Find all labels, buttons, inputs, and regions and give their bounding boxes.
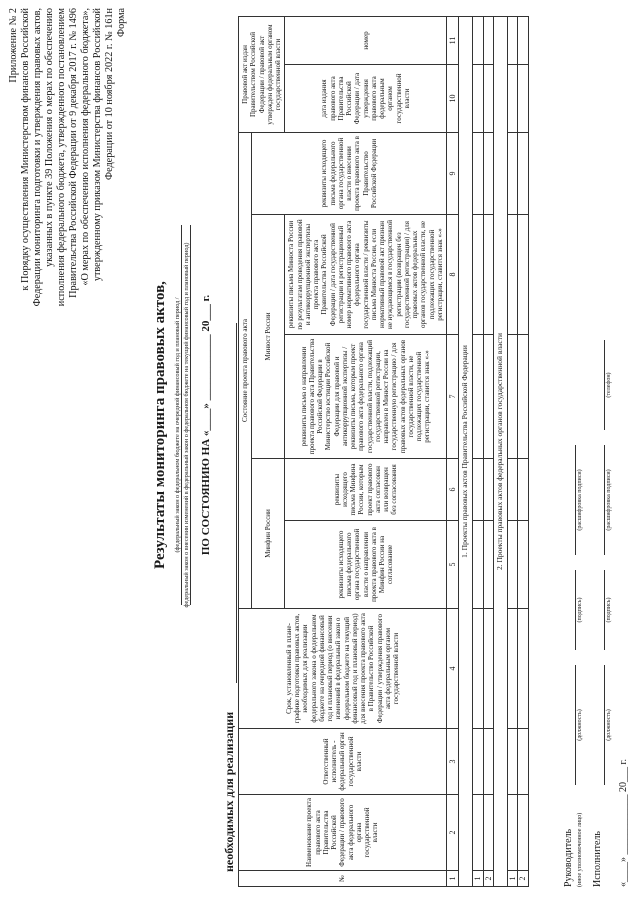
executor-phone-caption: (телефон) <box>606 372 612 398</box>
table-cell[interactable] <box>508 64 518 132</box>
table-cell[interactable] <box>508 521 518 609</box>
header-col-7: реквизиты письма о направлении проекта правового акта Правительства Российской Федерации в Министерство юстиции Российской Федерации для правовой и антикоррупционной экспертизы / реквизиты письма, которым проект правового акта федерального органа государственной власти, подлежащий государственной регистрации, направлен в Минюст России на государственную регистрацию / для правовых актов федеральных органов государственной власти, не подлежащих государственной регистрации, ставится знак «-» <box>285 335 447 459</box>
table-cell[interactable] <box>473 521 483 609</box>
header-col-name: Наименование проекта правового акта Правительства Российской Федерации / правового акта федерального органа государственной власти <box>239 795 447 871</box>
subtitle-caption-1: (федеральный закон о федеральном бюджете на очередной финансовый год и плановый период / <box>174 297 181 553</box>
header-col-11: номер <box>285 16 447 64</box>
table-cell[interactable] <box>508 16 518 64</box>
appendix-line: Федерации мониторинга подготовки и утверждения правовых актов, <box>32 8 44 307</box>
executor-phone-line[interactable] <box>604 340 605 430</box>
table-cell[interactable] <box>473 335 483 459</box>
table-cell[interactable] <box>518 459 528 521</box>
row-number: 1 <box>473 871 483 887</box>
header-group-minjust: Минюст России <box>252 215 285 459</box>
header-col-responsible: Ответственный исполнитель - федеральный орган государственной власти <box>239 729 447 795</box>
executor-position-line[interactable] <box>604 665 605 785</box>
table-cell[interactable] <box>473 459 483 521</box>
table-cell[interactable] <box>518 795 528 871</box>
row-number: 2 <box>518 871 528 887</box>
header-col-no: № <box>239 871 447 887</box>
table-cell[interactable] <box>483 521 493 609</box>
table-cell[interactable] <box>473 64 483 132</box>
col-number: 9 <box>447 132 459 214</box>
col-number: 11 <box>447 16 459 64</box>
table-cell[interactable] <box>508 795 518 871</box>
document-title: Результаты мониторинга правовых актов, <box>152 281 168 569</box>
section-2-heading: 2. Проекты правовых актов федеральных органов государственной власти <box>494 16 508 886</box>
col-number: 4 <box>447 609 459 729</box>
table-cell[interactable] <box>518 729 528 795</box>
header-group-minfin: Минфин России <box>252 459 285 609</box>
header-col-6: реквизиты исходящего письма Минфина России, которым проект правового акта согласован или возвращен без согласования <box>285 459 447 521</box>
head-signature-caption: (подпись) <box>577 597 583 623</box>
col-number: 5 <box>447 521 459 609</box>
head-position-caption: (должность) <box>577 709 583 741</box>
table-cell[interactable] <box>518 609 528 729</box>
col-number: 7 <box>447 335 459 459</box>
needed-for-label: необходимых для реализации <box>222 711 236 872</box>
header-group-act: Правовой акт издан Правительством Российской Федерации / правовой акт утвержден федеральным органом государственной власти <box>239 16 285 132</box>
table-row <box>473 16 483 886</box>
table-cell[interactable] <box>473 609 483 729</box>
executor-signature-caption: (подпись) <box>606 597 612 623</box>
table-cell[interactable] <box>483 215 493 335</box>
table-cell[interactable] <box>518 335 528 459</box>
subtitle-caption-2: федеральный закон о внесении изменений в федеральный закон о федеральном бюджете на текущий финансовый год и плановый период) <box>183 242 190 608</box>
table-cell[interactable] <box>473 132 483 214</box>
table-cell[interactable] <box>518 215 528 335</box>
table-cell[interactable] <box>483 459 493 521</box>
appendix-line: к Порядку осуществления Министерством финансов Российской <box>20 8 32 291</box>
appendix-line: утвержденному приказом Министерства финансов Российской <box>92 8 104 282</box>
row-number: 2 <box>483 871 493 887</box>
table-cell[interactable] <box>483 132 493 214</box>
monitoring-table <box>238 16 529 887</box>
needed-underline <box>236 323 237 683</box>
appendix-line: указанных в пункте 39 Положения о мерах по обеспечению <box>44 8 56 267</box>
head-label: Руководитель <box>563 828 574 887</box>
table-cell[interactable] <box>483 64 493 132</box>
executor-signature-line[interactable] <box>604 570 605 650</box>
table-cell[interactable] <box>483 609 493 729</box>
appendix-line: исполнения федерального бюджета, утвержденного постановлением <box>56 8 68 307</box>
appendix-line: Федерации от 10 ноября 2022 г. № 161н <box>104 8 116 180</box>
table-cell[interactable] <box>518 64 528 132</box>
table-cell[interactable] <box>508 459 518 521</box>
head-signature-line[interactable] <box>575 570 576 650</box>
table-row <box>508 16 518 886</box>
head-position-line[interactable] <box>575 665 576 785</box>
col-number: 3 <box>447 729 459 795</box>
col-number: 2 <box>447 795 459 871</box>
section-1-heading: 1. Проекты правовых актов Правительства Российской Федерации <box>459 16 473 886</box>
header-col-deadline: Срок, установленный в плане-графике подготовки правовых актов, необходимых для реализации федерального закона о федеральном бюджете на очередной финансовый год и плановый период (о внесении изменений в федеральный закон о федеральном бюджете на текущий финансовый год и плановый период) для внесения проекта правового акта в Правительство Российской Федерации / утверждения правового акта федеральным органом государственной власти <box>239 609 447 729</box>
table-cell[interactable] <box>473 215 483 335</box>
table-cell[interactable] <box>518 16 528 64</box>
title-underline <box>181 225 182 605</box>
form-label: Форма <box>116 8 128 37</box>
header-group-state: Состояние проекта правового акта <box>239 132 252 608</box>
title-underline-2 <box>190 225 191 605</box>
executor-decoding-caption: (расшифровка подписи) <box>606 469 612 531</box>
row-number: 1 <box>508 871 518 887</box>
col-number: 1 <box>447 871 459 887</box>
head-decoding-line[interactable] <box>575 445 576 555</box>
table-cell[interactable] <box>483 795 493 871</box>
table-cell[interactable] <box>508 215 518 335</box>
table-row <box>518 16 528 886</box>
table-cell[interactable] <box>518 521 528 609</box>
appendix-line: Правительства Российской Федерации от 9 декабря 2017 г. № 1496 <box>68 8 80 298</box>
table-cell[interactable] <box>483 16 493 64</box>
col-number: 10 <box>447 64 459 132</box>
col-number: 6 <box>447 459 459 521</box>
appendix-line: «О мерах по обеспечению исполнения федерального бюджета», <box>80 8 92 286</box>
appendix-header <box>8 8 128 438</box>
header-col-5: реквизиты исходящего письма федерального органа государственной власти о направлении проекта правового акта в Минфин России на согласование <box>285 521 447 609</box>
head-caption: (иное уполномоченное лицо) <box>577 812 583 887</box>
head-decoding-caption: (расшифровка подписи) <box>577 469 583 531</box>
table-cell[interactable] <box>518 132 528 214</box>
col-number: 8 <box>447 215 459 335</box>
table-cell[interactable] <box>483 729 493 795</box>
table-cell[interactable] <box>483 335 493 459</box>
table-cell[interactable] <box>508 729 518 795</box>
executor-decoding-line[interactable] <box>604 445 605 555</box>
table-cell[interactable] <box>473 795 483 871</box>
as-of-date: ПО СОСТОЯНИЮ НА «____» ____________ 20___ г. <box>200 294 212 556</box>
executor-position-caption: (должность) <box>606 709 612 741</box>
executor-label: Исполнитель <box>592 831 603 887</box>
table-cell[interactable] <box>508 132 518 214</box>
table-row <box>483 16 493 886</box>
appendix-line: Приложение № 2 <box>8 8 19 83</box>
header-col-8: реквизиты письма Минюста России по результатам проведения правовой и антикоррупционной экспертизы проекта правового акта Правительства Российской Федерации / дата государственной регистрации и регистрационный номер нормативного правового акта федерального органа государственной власти / реквизиты письма Минюста России, если нормативный правовой акт признан не нуждающимся в государственной регистрации (возвращен без государственной регистрации) / для правовых актов федеральных органов государственной власти, не подлежащих государственной регистрации, ставится знак «-» <box>285 215 447 335</box>
table-cell[interactable] <box>473 729 483 795</box>
table-cell[interactable] <box>473 16 483 64</box>
signature-date[interactable]: «____» ____________ 20___ г. <box>618 759 629 887</box>
table-cell[interactable] <box>508 335 518 459</box>
table-cell[interactable] <box>508 609 518 729</box>
header-col-9: реквизиты исходящего письма федерального органа государственной власти о внесении проекта правового акта в Правительство Российской Федерации <box>252 132 447 214</box>
header-col-10: дата издания правового акта Правительства Российской Федерации / дата утверждения правового акта федеральным органом государственной власти <box>285 64 447 132</box>
